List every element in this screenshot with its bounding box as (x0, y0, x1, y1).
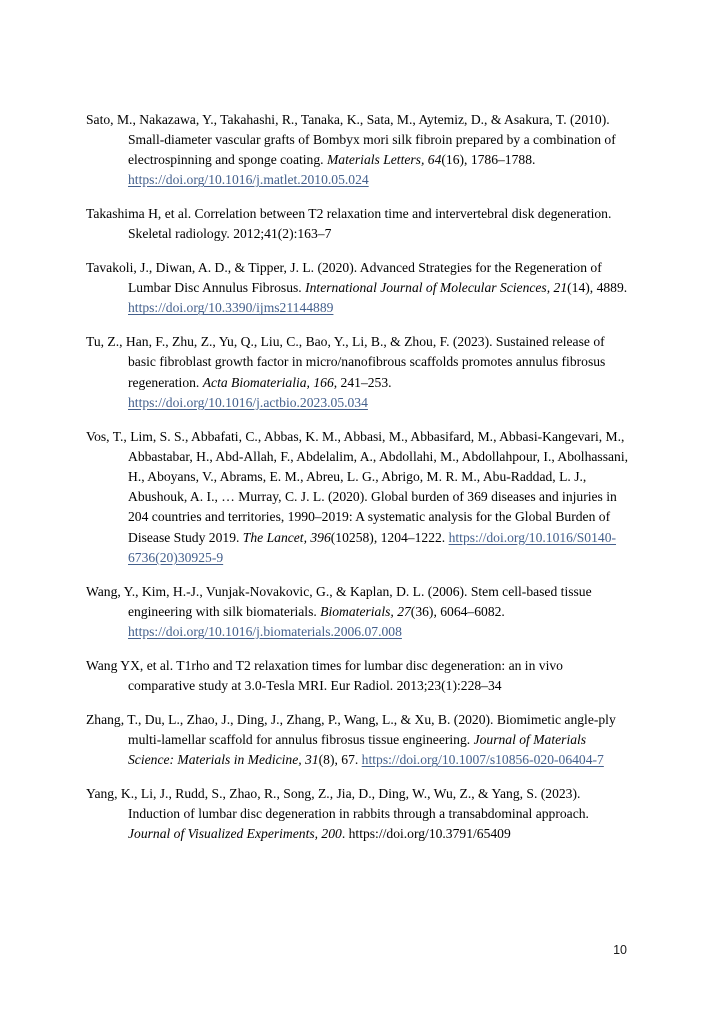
journal-title: Acta Biomaterialia, 166 (202, 374, 334, 390)
reference-text: Wang, Y., Kim, H.-J., Vunjak-Novakovic, G., & Kaplan, D. L. (2006). Stem cell-based tissue engineering with silk biomaterials. (86, 583, 592, 619)
journal-title: Materials Letters, 64 (326, 152, 442, 167)
reference-text: Vos, T., Lim, S. S., Abbafati, C., Abbas, K. M., Abbasi, M., Abbasifard, M., Abbasi-Kangevari, M., Abbastabar, H., Abd-Allah, F., Abdelalim, A., Abdollahi, M., Abdollahpour, I., Abolhassani, H., Aboyans, V., Abrams, E. M., Abreu, L. G., Abrigo, M. R. M., Abu-Raddad, L. J., Abushouk, A. I., … Murray, C. J. L. (2020). Global burden of 369 diseases and injuries in 204 countries and territories, 1990–2019: A systematic analysis for the Global Burden of Disease Study 2019. (86, 428, 628, 545)
reference-text: Tavakoli, J., Diwan, A. D., & Tipper, J. L. (2020). Advanced Strategies for the Regeneration of Lumbar Disc Annulus Fibrosus. (86, 260, 602, 296)
reference-text: (14), 4889. (567, 280, 628, 296)
reference-entry (86, 427, 630, 568)
reference-entry (86, 110, 630, 191)
page-number: 10 (613, 943, 627, 957)
reference-text: Zhang, T., Du, L., Zhao, J., Ding, J., Zhang, P., Wang, L., & Xu, B. (2020). Biomimetic angle-ply multi-lamellar scaffold for annulus fibrosus tissue engineering. (86, 711, 616, 748)
journal-title: Biomaterials, 27 (320, 603, 411, 619)
reference-entry (86, 582, 630, 643)
reference-text: . (341, 826, 349, 842)
doi-link[interactable]: https://doi.org/10.1016/S0140-6736(20)30925-9 (128, 529, 617, 565)
reference-text: (8), 67. (318, 752, 362, 768)
journal-title: The Lancet, 396 (242, 529, 331, 545)
reference-entry (86, 204, 630, 244)
journal-title: Journal of Visualized Experiments, 200 (128, 826, 342, 842)
journal-title: Journal of Materials Science: Materials in Medicine, 31 (128, 732, 587, 768)
doi-link[interactable]: https://doi.org/10.1016/j.matlet.2010.05.024 (128, 172, 369, 188)
reference-text: (36), 6064–6082. (410, 603, 505, 619)
doi-link[interactable]: https://doi.org/10.1007/s10856-020-06404-7 (361, 752, 604, 768)
doi-text: https://doi.org/10.3791/65409 (348, 826, 511, 842)
reference-entry (86, 784, 630, 845)
reference-text: , 241–253. (333, 374, 392, 390)
doi-link[interactable]: https://doi.org/10.1016/j.biomaterials.2006.07.008 (128, 624, 402, 640)
reference-entry (86, 656, 630, 696)
doi-link[interactable]: https://doi.org/10.1016/j.actbio.2023.05.034 (128, 394, 368, 410)
reference-text: Sato, M., Nakazawa, Y., Takahashi, R., Tanaka, K., Sata, M., Aytemiz, D., & Asakura, T. (2010). Small-diameter vascular grafts of Bombyx mori silk fibroin prepared by a combination of electrospinning and sponge coating. (86, 111, 616, 167)
reference-text: (16), 1786–1788. (441, 152, 536, 167)
reference-list (86, 96, 630, 845)
reference-text: Yang, K., Li, J., Rudd, S., Zhao, R., Song, Z., Jia, D., Ding, W., Wu, Z., & Yang, S. (2023). Induction of lumbar disc degeneration in rabbits through a transabdominal approach. (86, 786, 589, 822)
reference-entry (86, 258, 630, 319)
reference-text: Tu, Z., Han, F., Zhu, Z., Yu, Q., Liu, C., Bao, Y., Li, B., & Zhou, F. (2023). Sustained release of basic fibroblast growth factor in micro/nanofibrous scaffolds promotes annulus fibrosus regeneration. (86, 334, 606, 390)
reference-text: Takashima H, et al. Correlation between T2 relaxation time and intervertebral disk degeneration. Skeletal radiology. 2012;41(2):163–7 (86, 206, 612, 242)
doi-link[interactable]: https://doi.org/10.3390/ijms21144889 (128, 300, 334, 316)
reference-text: Wang YX, et al. T1rho and T2 relaxation times for lumbar disc degeneration: an in vivo comparative study at 3.0-Tesla MRI. Eur Radiol. 2013;23(1):228–34 (86, 657, 563, 694)
journal-title: International Journal of Molecular Sciences, 21 (305, 280, 568, 296)
reference-entry (86, 332, 630, 413)
reference-entry (86, 710, 630, 771)
reference-text: (10258), 1204–1222. (330, 529, 449, 545)
